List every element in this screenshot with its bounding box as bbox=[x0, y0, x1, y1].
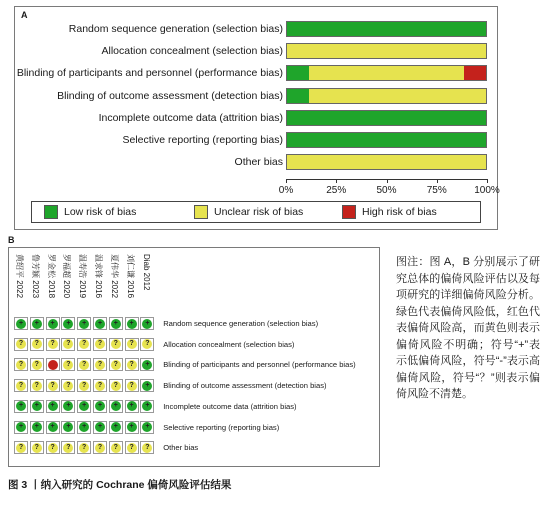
study-label: Diab 2012 bbox=[142, 254, 152, 291]
grid-cell bbox=[140, 338, 154, 351]
grid-cell bbox=[61, 421, 75, 434]
bar-other-bias bbox=[286, 154, 487, 170]
judgement-unclear-icon: ? bbox=[79, 360, 89, 370]
judgement-low-icon: + bbox=[111, 422, 121, 432]
bar-blinding-of-outcome-assessment-detection-bias bbox=[286, 88, 487, 104]
judgement-low-icon: + bbox=[95, 401, 105, 411]
grid-cell bbox=[140, 400, 154, 413]
row-domain-label: Blinding of outcome assessment (detection bias) bbox=[163, 381, 327, 391]
judgement-unclear-icon: ? bbox=[16, 339, 26, 349]
judgement-unclear-icon: ? bbox=[63, 360, 73, 370]
judgement-low-icon: + bbox=[32, 422, 42, 432]
bar-segment-low bbox=[287, 111, 486, 125]
judgement-unclear-icon: ? bbox=[79, 381, 89, 391]
grid-cell bbox=[46, 421, 60, 434]
grid-cell bbox=[125, 317, 139, 330]
grid-cell bbox=[14, 441, 28, 454]
bar-segment-unclear bbox=[287, 44, 486, 58]
legend-label-unclear: Unclear risk of bias bbox=[214, 206, 304, 218]
judgement-low-icon: + bbox=[142, 422, 152, 432]
grid-cell bbox=[77, 400, 91, 413]
bar-incomplete-outcome-data-attrition-bias bbox=[286, 110, 487, 126]
x-tick-label: 100% bbox=[474, 185, 500, 197]
grid-cell bbox=[46, 441, 60, 454]
grid-cell bbox=[30, 421, 44, 434]
domain-label-selective-reporting-reporting-bias: Selective reporting (reporting bias) bbox=[122, 134, 283, 146]
judgement-unclear-icon: ? bbox=[48, 443, 58, 453]
grid-cell bbox=[14, 421, 28, 434]
row-domain-label: Selective reporting (reporting bias) bbox=[163, 422, 280, 432]
judgement-unclear-icon: ? bbox=[111, 360, 121, 370]
judgement-low-icon: + bbox=[127, 319, 137, 329]
x-tick-mark bbox=[487, 179, 488, 183]
grid-cell bbox=[93, 400, 107, 413]
grid-cell bbox=[125, 338, 139, 351]
judgement-low-icon: + bbox=[79, 319, 89, 329]
grid-cell bbox=[93, 358, 107, 371]
domain-label-blinding-of-outcome-assessment-detection-bias: Blinding of outcome assessment (detection bias) bbox=[57, 89, 283, 102]
x-tick-label: 50% bbox=[376, 185, 397, 197]
grid-cell bbox=[140, 317, 154, 330]
legend-swatch-high bbox=[342, 205, 356, 219]
judgement-low-icon: + bbox=[142, 360, 152, 370]
grid-cell bbox=[109, 358, 123, 371]
figure-note: 图注：图 A，B 分别展示了研究总体的偏倚风险评估以及每项研究的详细偏倚风险分析。绿色代表偏倚风险低，红色代表偏倚风险高，而黄色则表示偏倚风险不明确；符号“+”表示低偏倚风险，符号“-”表示高偏倚风险，符号“？”则表示偏倚风险不清楚。 bbox=[396, 256, 540, 400]
grid-cell bbox=[61, 400, 75, 413]
risk-of-bias-table-panel bbox=[8, 235, 380, 467]
legend-item-high bbox=[342, 205, 437, 219]
grid-cell bbox=[77, 338, 91, 351]
grid-cell bbox=[109, 421, 123, 434]
judgement-low-icon: + bbox=[127, 401, 137, 411]
grid-cell bbox=[93, 317, 107, 330]
grid-cell bbox=[14, 358, 28, 371]
study-label: 温寿浩 2019 bbox=[78, 254, 88, 299]
legend-swatch-unclear bbox=[194, 205, 208, 219]
x-tick-label: 0% bbox=[278, 185, 294, 197]
judgement-unclear-icon: ? bbox=[111, 443, 121, 453]
grid-cell bbox=[14, 338, 28, 351]
grid-cell bbox=[140, 379, 154, 392]
chart-legend bbox=[31, 201, 481, 223]
study-label: 罗金松 2018 bbox=[46, 254, 56, 299]
judgement-low-icon: + bbox=[63, 422, 73, 432]
grid-cell bbox=[93, 441, 107, 454]
legend-label-high: High risk of bias bbox=[362, 206, 437, 218]
bar-segment-unclear bbox=[309, 66, 464, 80]
judgement-low-icon: + bbox=[16, 401, 26, 411]
grid-cell bbox=[46, 338, 60, 351]
legend-swatch-low bbox=[44, 205, 58, 219]
domain-label-random-sequence-generation-selection-bias: Random sequence generation (selection bias) bbox=[68, 23, 283, 35]
bar-segment-low bbox=[287, 89, 309, 103]
judgement-low-icon: + bbox=[16, 422, 26, 432]
judgement-low-icon: + bbox=[95, 319, 105, 329]
domain-label-incomplete-outcome-data-attrition-bias: Incomplete outcome data (attrition bias) bbox=[98, 111, 283, 124]
grid-cell bbox=[140, 358, 154, 371]
judgement-unclear-icon: ? bbox=[32, 360, 42, 370]
row-domain-label: Random sequence generation (selection bias) bbox=[163, 319, 319, 328]
domain-label-blinding-of-participants-and-personnel-performance-bias: Blinding of participants and personnel (performance bias) bbox=[16, 67, 283, 80]
bar-allocation-concealment-selection-bias bbox=[286, 43, 487, 59]
grid-cell bbox=[77, 421, 91, 434]
judgement-low-icon: + bbox=[32, 319, 42, 329]
judgement-unclear-icon: ? bbox=[142, 339, 152, 349]
bar-segment-low bbox=[287, 66, 309, 80]
judgement-low-icon: + bbox=[142, 319, 152, 329]
grid-cell bbox=[14, 379, 28, 392]
judgement-low-icon: + bbox=[32, 401, 42, 411]
bar-segment-unclear bbox=[309, 89, 486, 103]
grid-cell bbox=[125, 400, 139, 413]
study-label: 罗福超 2020 bbox=[62, 254, 72, 299]
grid-cell bbox=[61, 441, 75, 454]
grid-cell bbox=[93, 338, 107, 351]
judgement-unclear-icon: ? bbox=[32, 381, 42, 391]
x-tick-label: 25% bbox=[326, 185, 347, 197]
bar-segment-low bbox=[287, 133, 486, 147]
panel-a-label: A bbox=[21, 10, 28, 20]
grid-cell bbox=[109, 400, 123, 413]
grid-cell bbox=[30, 317, 44, 330]
legend-item-low bbox=[44, 205, 136, 219]
judgement-low-icon: + bbox=[79, 422, 89, 432]
row-domain-label: Other bias bbox=[163, 443, 199, 453]
grid-cell bbox=[30, 379, 44, 392]
grid-cell bbox=[125, 421, 139, 434]
judgement-low-icon: + bbox=[63, 319, 73, 329]
judgement-unclear-icon: ? bbox=[32, 443, 42, 453]
judgement-low-icon: + bbox=[95, 422, 105, 432]
grid-cell bbox=[61, 379, 75, 392]
grid-cell bbox=[125, 441, 139, 454]
legend-item-unclear bbox=[194, 205, 303, 219]
judgement-low-icon: + bbox=[16, 319, 26, 329]
grid-cell bbox=[77, 317, 91, 330]
judgement-unclear-icon: ? bbox=[63, 339, 73, 349]
judgement-unclear-icon: ? bbox=[127, 381, 137, 391]
grid-cell bbox=[109, 317, 123, 330]
judgement-unclear-icon: ? bbox=[63, 381, 73, 391]
grid-cell bbox=[77, 441, 91, 454]
grid-cell bbox=[46, 400, 60, 413]
judgement-unclear-icon: ? bbox=[127, 443, 137, 453]
judgement-unclear-icon: ? bbox=[127, 360, 137, 370]
bar-segment-unclear bbox=[287, 155, 486, 169]
grid-cell bbox=[109, 379, 123, 392]
judgement-low-icon: + bbox=[48, 401, 58, 411]
grid-cell bbox=[30, 441, 44, 454]
study-label: 夏伟华 2022 bbox=[109, 254, 119, 299]
grid-cell bbox=[30, 400, 44, 413]
grid-cell bbox=[140, 421, 154, 434]
bar-segment-low bbox=[287, 22, 486, 36]
figure-caption: 图 3 丨纳入研究的 Cochrane 偏倚风险评估结果 bbox=[8, 479, 232, 491]
judgement-unclear-icon: ? bbox=[95, 360, 105, 370]
grid-cell bbox=[46, 317, 60, 330]
grid-cell bbox=[93, 379, 107, 392]
judgement-low-icon: + bbox=[142, 381, 152, 391]
x-tick-mark bbox=[286, 179, 287, 183]
bar-blinding-of-participants-and-personnel-performance-bias bbox=[286, 65, 487, 81]
judgement-unclear-icon: ? bbox=[16, 443, 26, 453]
grid-cell bbox=[61, 317, 75, 330]
judgement-unclear-icon: ? bbox=[48, 339, 58, 349]
x-tick-mark bbox=[387, 179, 388, 183]
judgement-unclear-icon: ? bbox=[79, 443, 89, 453]
judgement-unclear-icon: ? bbox=[127, 339, 137, 349]
grid-cell bbox=[14, 317, 28, 330]
judgement-low-icon: + bbox=[48, 319, 58, 329]
study-label: 刘仁谦 2016 bbox=[125, 254, 135, 299]
bar-random-sequence-generation-selection-bias bbox=[286, 21, 487, 37]
judgement-unclear-icon: ? bbox=[16, 360, 26, 370]
judgement-unclear-icon: ? bbox=[111, 339, 121, 349]
x-tick-mark bbox=[336, 179, 337, 183]
judgement-unclear-icon: ? bbox=[16, 381, 26, 391]
grid-cell bbox=[46, 358, 60, 371]
legend-label-low: Low risk of bias bbox=[64, 206, 137, 218]
x-tick-mark bbox=[437, 179, 438, 183]
grid-cell bbox=[77, 379, 91, 392]
domain-label-allocation-concealment-selection-bias: Allocation concealment (selection bias) bbox=[101, 45, 283, 58]
grid-cell bbox=[125, 358, 139, 371]
bar-segment-high bbox=[464, 66, 486, 80]
judgement-low-icon: + bbox=[127, 422, 137, 432]
study-label: 黄绍平 2022 bbox=[15, 254, 24, 299]
judgement-low-icon: + bbox=[63, 401, 73, 411]
judgement-unclear-icon: ? bbox=[95, 381, 105, 391]
grid-cell bbox=[46, 379, 60, 392]
grid-cell bbox=[61, 358, 75, 371]
row-domain-label: Allocation concealment (selection bias) bbox=[163, 339, 295, 349]
grid-cell bbox=[61, 338, 75, 351]
judgement-unclear-icon: ? bbox=[63, 443, 73, 453]
judgement-low-icon: + bbox=[48, 422, 58, 432]
judgement-low-icon: + bbox=[111, 319, 121, 329]
judgement-unclear-icon: ? bbox=[111, 381, 121, 391]
risk-of-bias-summary-panel bbox=[14, 6, 498, 230]
judgement-low-icon: + bbox=[142, 401, 152, 411]
grid-cell bbox=[30, 338, 44, 351]
study-label: 鲁芳颖 2023 bbox=[30, 254, 40, 299]
judgement-unclear-icon: ? bbox=[79, 339, 89, 349]
judgement-unclear-icon: ? bbox=[142, 443, 152, 453]
grid-cell bbox=[93, 421, 107, 434]
grid-cell bbox=[30, 358, 44, 371]
row-domain-label: Blinding of participants and personnel (performance bias) bbox=[163, 360, 356, 370]
judgement-unclear-icon: ? bbox=[32, 339, 42, 349]
x-tick-label: 75% bbox=[426, 185, 447, 197]
grid-cell bbox=[109, 441, 123, 454]
grid-cell bbox=[77, 358, 91, 371]
grid-cell bbox=[140, 441, 154, 454]
judgement-unclear-icon: ? bbox=[48, 381, 58, 391]
judgement-low-icon: + bbox=[79, 401, 89, 411]
study-label: 温求锋 2016 bbox=[94, 254, 103, 299]
grid-cell bbox=[125, 379, 139, 392]
bar-selective-reporting-reporting-bias bbox=[286, 132, 487, 148]
domain-label-other-bias: Other bias bbox=[234, 156, 283, 169]
panel-b-label: B bbox=[8, 235, 15, 245]
judgement-unclear-icon: ? bbox=[95, 443, 105, 453]
row-domain-label: Incomplete outcome data (attrition bias) bbox=[163, 401, 297, 411]
judgement-low-icon: + bbox=[111, 401, 121, 411]
grid-cell bbox=[14, 400, 28, 413]
judgement-high-icon bbox=[48, 360, 58, 370]
judgement-unclear-icon: ? bbox=[95, 339, 105, 349]
grid-cell bbox=[109, 338, 123, 351]
